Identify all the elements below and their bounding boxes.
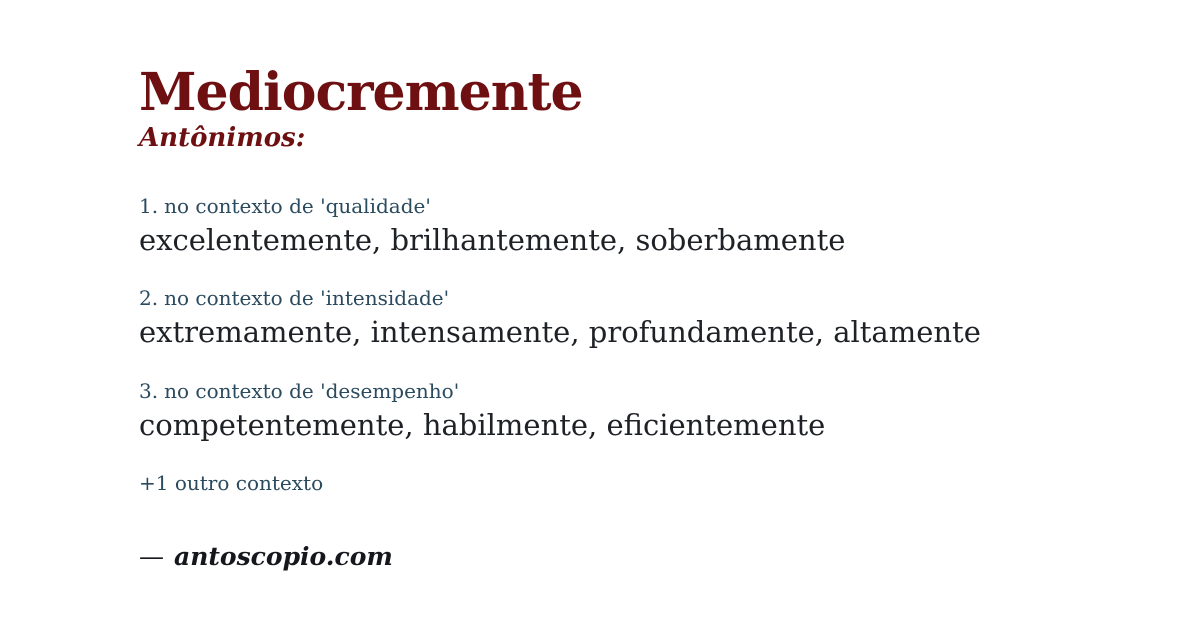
attribution-source: antoscopio.com (174, 541, 393, 571)
attribution-dash: — (139, 541, 164, 571)
context-line (139, 194, 1120, 219)
antonym-entry-1 (139, 194, 1120, 258)
antonyms-list: excelentemente, brilhantemente, soberbamente (139, 223, 846, 258)
entry-number: 1. (139, 194, 159, 219)
antonym-entry-3 (139, 379, 1120, 443)
context-line (139, 379, 1120, 404)
antonym-entry-2 (139, 286, 1120, 350)
entry-number: 3. (139, 378, 159, 403)
entry-number: 2. (139, 286, 159, 311)
antonyms-list: competentemente, habilmente, eficientemente (139, 407, 826, 442)
entries-list (139, 194, 1120, 443)
context-line (139, 286, 1120, 311)
context-text: no contexto de 'intensidade' (164, 286, 450, 311)
antonyms-list: extremamente, intensamente, profundamente, altamente (139, 315, 981, 350)
context-text: no contexto de 'desempenho' (164, 378, 460, 403)
attribution (139, 542, 1120, 572)
antonyms-heading: Antônimos: (139, 123, 306, 154)
more-contexts-link[interactable]: +1 outro contexto (139, 470, 324, 495)
context-text: no contexto de 'qualidade' (164, 194, 431, 219)
page-title: Mediocremente (139, 62, 583, 123)
